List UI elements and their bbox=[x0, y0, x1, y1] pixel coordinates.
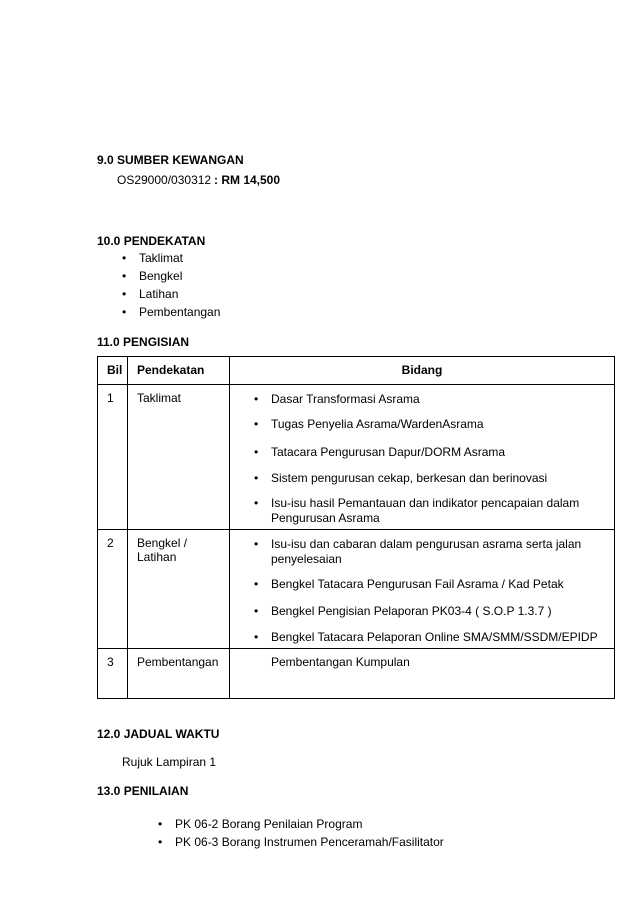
table-row bbox=[98, 385, 615, 530]
cell-bil: 3 bbox=[98, 649, 128, 699]
list-item: • PK 06-3 Borang Instrumen Penceramah/Fasilitator bbox=[175, 835, 444, 849]
section-10-title: 10.0 PENDEKATAN bbox=[97, 234, 206, 248]
list-item: • Taklimat bbox=[139, 251, 183, 265]
cell-pendekatan: Pembentangan bbox=[128, 649, 230, 699]
table-header-row bbox=[98, 357, 615, 385]
pengisian-table bbox=[97, 356, 615, 699]
table-row bbox=[98, 649, 615, 699]
list-item: • Bengkel Pengisian Pelaporan PK03-4 ( S.O.P 1.3.7 ) bbox=[230, 604, 614, 619]
section-11-title: 11.0 PENGISIAN bbox=[97, 335, 190, 349]
list-item: • Latihan bbox=[139, 287, 178, 301]
cell-bidang bbox=[230, 385, 615, 530]
cell-bil: 1 bbox=[98, 385, 128, 530]
list-item: • PK 06-2 Borang Penilaian Program bbox=[175, 817, 362, 831]
cell-bidang: Pembentangan Kumpulan bbox=[230, 649, 615, 699]
header-bidang: Bidang bbox=[230, 357, 615, 385]
section-12-title: 12.0 JADUAL WAKTU bbox=[97, 727, 220, 741]
section-9-amount: : RM 14,500 bbox=[214, 173, 281, 187]
list-item: • Bengkel Tatacara Pelaporan Online SMA/SMM/SSDM/EPIDP bbox=[230, 630, 614, 645]
cell-pendekatan: Bengkel / Latihan bbox=[128, 530, 230, 649]
section-9-code: OS29000/030312 bbox=[117, 173, 212, 187]
list-item: • Bengkel Tatacara Pengurusan Fail Asrama / Kad Petak bbox=[230, 577, 614, 592]
list-item: • Pembentangan bbox=[139, 305, 220, 319]
section-13-title: 13.0 PENILAIAN bbox=[97, 784, 189, 798]
list-item: • Tugas Penyelia Asrama/WardenAsrama bbox=[230, 417, 614, 432]
section-12-text: Rujuk Lampiran 1 bbox=[122, 755, 217, 769]
cell-bil: 2 bbox=[98, 530, 128, 649]
list-item: • Tatacara Pengurusan Dapur/DORM Asrama bbox=[230, 445, 614, 460]
header-bil: Bil bbox=[98, 357, 128, 385]
list-item: • Dasar Transformasi Asrama bbox=[230, 392, 614, 407]
list-item: • Sistem pengurusan cekap, berkesan dan berinovasi bbox=[230, 471, 614, 486]
header-pendekatan: Pendekatan bbox=[128, 357, 230, 385]
cell-bidang bbox=[230, 530, 615, 649]
section-9-title: 9.0 SUMBER KEWANGAN bbox=[97, 153, 244, 167]
table-row bbox=[98, 530, 615, 649]
cell-pendekatan: Taklimat bbox=[128, 385, 230, 530]
list-item: • Isu-isu dan cabaran dalam pengurusan asrama serta jalan penyelesaian bbox=[230, 537, 591, 567]
list-item: • Bengkel bbox=[139, 269, 182, 283]
list-item: • Isu-isu hasil Pemantauan dan indikator pencapaian dalam Pengurusan Asrama bbox=[230, 496, 591, 526]
